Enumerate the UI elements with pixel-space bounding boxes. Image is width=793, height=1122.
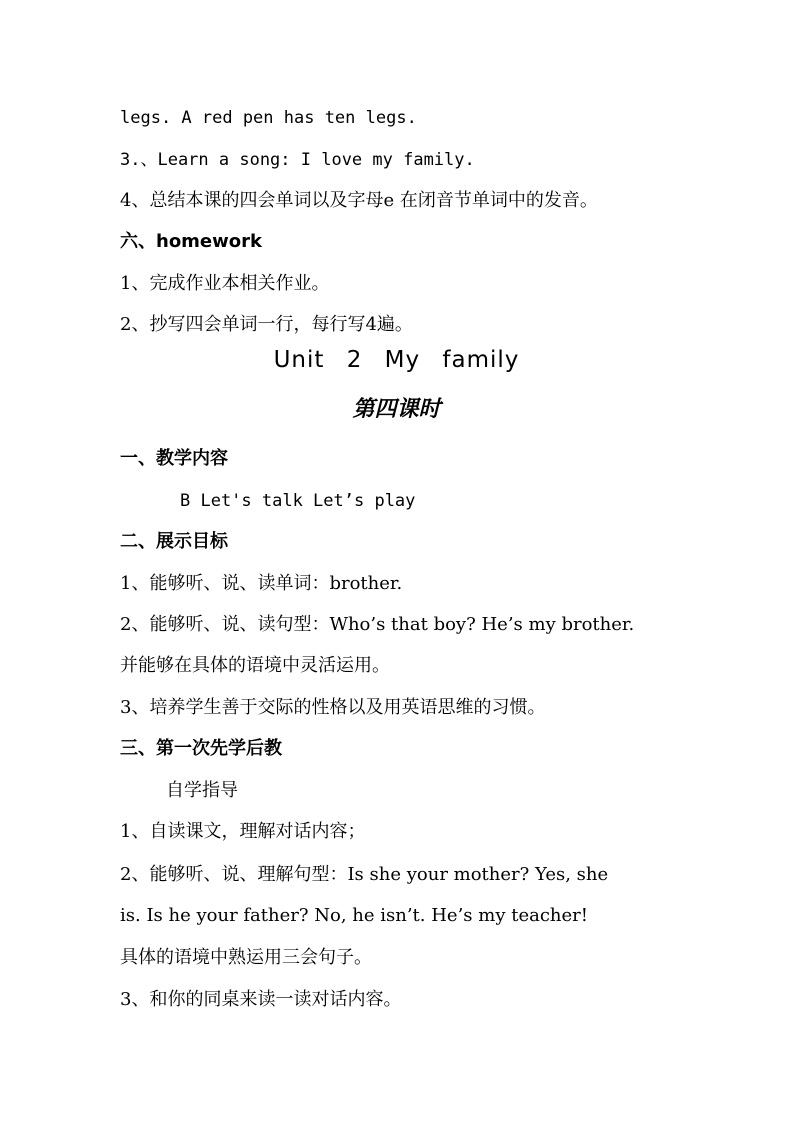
list-item: 1、自读课文，理解对话内容；: [120, 821, 366, 842]
text-line: 2、抄写四会单词一行，每行写4遍。: [120, 314, 413, 335]
list-item: 1、能够听、说、读单词：brother.: [120, 573, 403, 594]
text-line: 具体的语境中熟运用三会句子。: [120, 947, 372, 968]
section-heading: 六、homework: [120, 231, 262, 252]
text-line: 并能够在具体的语境中灵活运用。: [120, 655, 390, 676]
text-line: 4、总结本课的四会单词以及字母e 在闭音节单词中的发音。: [120, 190, 598, 211]
text-line: 3.、Learn a song: I love my family.: [120, 150, 475, 170]
section-heading: 二、展示目标: [120, 531, 228, 552]
text-line: is. Is he your father? No, he isn’t. He’s my teacher!: [120, 905, 588, 926]
section-heading: 一、教学内容: [120, 448, 228, 469]
list-item: 3、和你的同桌来读一读对话内容。: [120, 989, 402, 1010]
list-item: 3、培养学生善于交际的性格以及用英语思维的习惯。: [120, 697, 546, 718]
section-heading: 三、第一次先学后教: [120, 738, 282, 759]
list-item: 2、能够听、说、读句型：Who’s that boy? He’s my brother.: [120, 614, 635, 635]
lesson-title: 第四课时: [352, 396, 441, 422]
unit-title: Unit 2 My family: [273, 347, 520, 373]
text-line: B Let's talk Let’s play: [180, 491, 416, 511]
text-line: 1、完成作业本相关作业。: [120, 273, 330, 294]
subheading: 自学指导: [166, 780, 238, 801]
list-item: 2、能够听、说、理解句型：Is she your mother? Yes, she: [120, 864, 609, 885]
text-line: legs. A red pen has ten legs.: [120, 108, 417, 128]
